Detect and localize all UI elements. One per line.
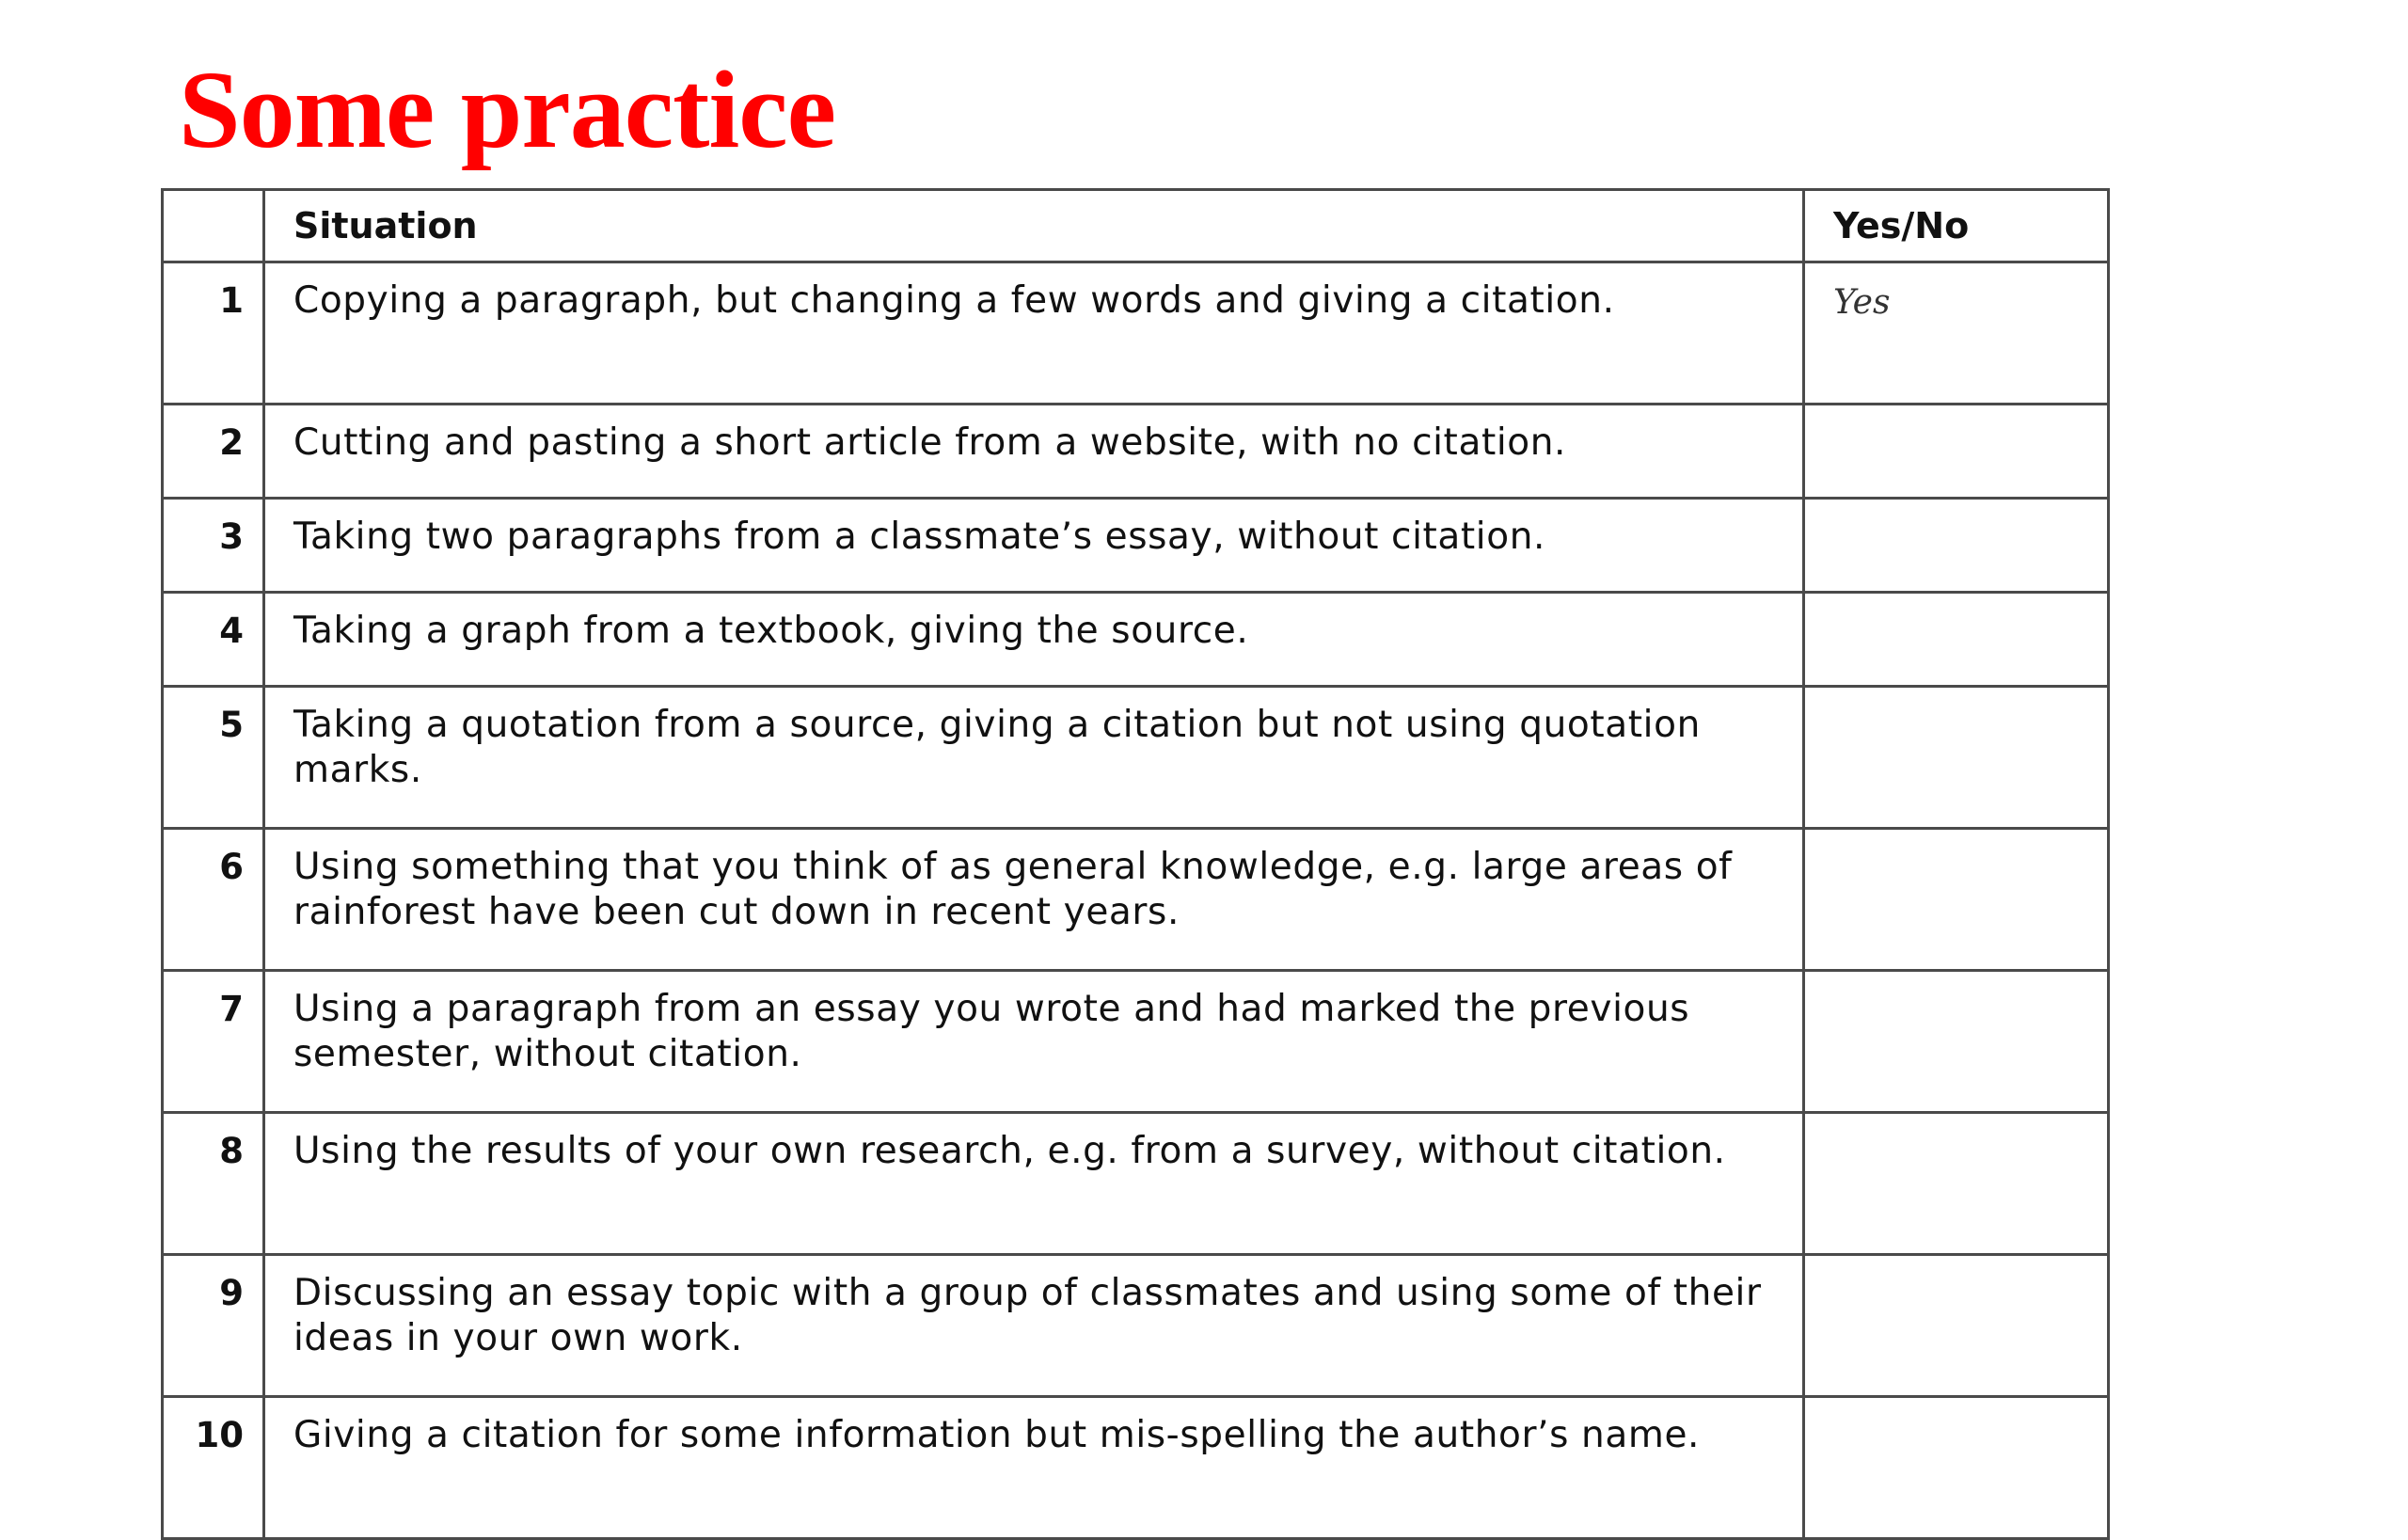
row-number: 4 bbox=[163, 593, 264, 687]
row-number: 1 bbox=[163, 262, 264, 405]
row-number: 3 bbox=[163, 499, 264, 593]
row-number: 2 bbox=[163, 405, 264, 499]
answer-cell[interactable] bbox=[1804, 405, 2109, 499]
table-row bbox=[163, 1113, 2109, 1255]
situation-cell: Using something that you think of as general knowledge, e.g. large areas of rainforest have been cut down in recent years. bbox=[264, 829, 1804, 971]
answer-cell[interactable] bbox=[1804, 593, 2109, 687]
situation-cell: Using a paragraph from an essay you wrote and had marked the previous semester, without citation. bbox=[264, 971, 1804, 1113]
situation-cell: Taking a quotation from a source, giving a citation but not using quotation marks. bbox=[264, 687, 1804, 829]
practice-table bbox=[161, 188, 2110, 1540]
answer-cell[interactable] bbox=[1804, 829, 2109, 971]
table-row bbox=[163, 971, 2109, 1113]
answer-cell[interactable] bbox=[1804, 1397, 2109, 1539]
answer-cell[interactable] bbox=[1804, 499, 2109, 593]
answer-cell[interactable] bbox=[1804, 971, 2109, 1113]
table-row bbox=[163, 1397, 2109, 1539]
table-row bbox=[163, 593, 2109, 687]
slide-title: Some practice bbox=[179, 48, 835, 171]
table-row bbox=[163, 405, 2109, 499]
row-number: 5 bbox=[163, 687, 264, 829]
row-number: 7 bbox=[163, 971, 264, 1113]
row-number: 10 bbox=[163, 1397, 264, 1539]
answer-column-header: Yes/No bbox=[1804, 190, 2109, 262]
situation-cell: Cutting and pasting a short article from a website, with no citation. bbox=[264, 405, 1804, 499]
situation-column-header: Situation bbox=[264, 190, 1804, 262]
row-number: 9 bbox=[163, 1255, 264, 1397]
situation-cell: Giving a citation for some information but mis-spelling the author’s name. bbox=[264, 1397, 1804, 1539]
number-column-header bbox=[163, 190, 264, 262]
table-row bbox=[163, 262, 2109, 405]
table-header-row bbox=[163, 190, 2109, 262]
table-row bbox=[163, 499, 2109, 593]
situation-cell: Taking a graph from a textbook, giving the source. bbox=[264, 593, 1804, 687]
situation-cell: Copying a paragraph, but changing a few words and giving a citation. bbox=[264, 262, 1804, 405]
table-row bbox=[163, 687, 2109, 829]
situation-cell: Discussing an essay topic with a group of classmates and using some of their ideas in your own work. bbox=[264, 1255, 1804, 1397]
answer-cell[interactable] bbox=[1804, 1113, 2109, 1255]
row-number: 6 bbox=[163, 829, 264, 971]
answer-cell[interactable] bbox=[1804, 687, 2109, 829]
answer-cell[interactable]: Yes bbox=[1804, 262, 2109, 405]
table-row bbox=[163, 829, 2109, 971]
table-row bbox=[163, 1255, 2109, 1397]
situation-cell: Taking two paragraphs from a classmate’s essay, without citation. bbox=[264, 499, 1804, 593]
answer-cell[interactable] bbox=[1804, 1255, 2109, 1397]
row-number: 8 bbox=[163, 1113, 264, 1255]
situation-cell: Using the results of your own research, e.g. from a survey, without citation. bbox=[264, 1113, 1804, 1255]
